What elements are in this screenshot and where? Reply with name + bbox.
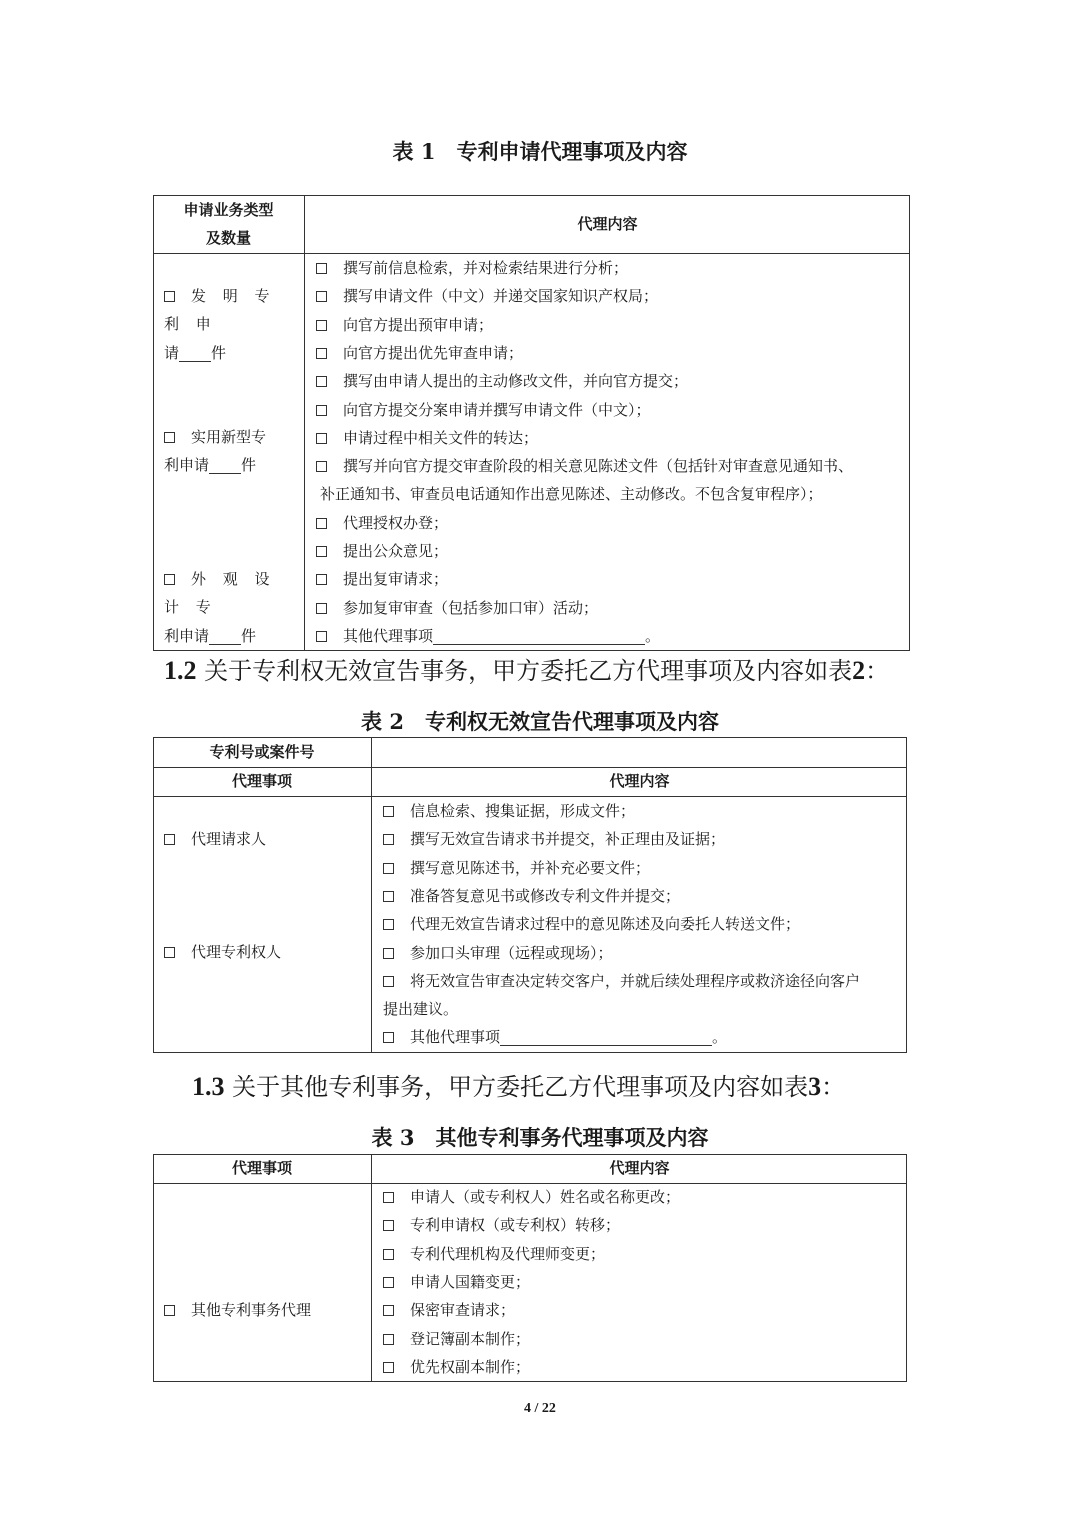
table1-col2-header: 代理内容	[577, 215, 638, 233]
category-label: 外 观 设 计 专	[164, 570, 276, 617]
agency-item[interactable]	[383, 1296, 515, 1324]
other-blank[interactable]	[500, 1027, 712, 1046]
section-1-2-heading	[164, 655, 889, 687]
table1-title: 表 1 专利申请代理事项及内容	[392, 139, 688, 164]
agency-item[interactable]	[316, 509, 448, 537]
checkbox[interactable]	[164, 574, 175, 585]
agency-item[interactable]	[383, 1240, 605, 1268]
agency-item-label: 撰写前信息检索，并对检索结果进行分析；	[343, 259, 629, 277]
checkbox[interactable]	[383, 863, 394, 874]
agency-item[interactable]	[316, 537, 448, 565]
section-number: 1.2	[164, 656, 197, 685]
agency-item[interactable]	[316, 396, 651, 424]
checkbox[interactable]	[316, 263, 327, 274]
checkbox[interactable]	[316, 433, 327, 444]
table1-col1-header	[153, 196, 304, 252]
section-text: 关于专利权无效宣告事务，甲方委托乙方代理事项及内容如表	[204, 657, 853, 685]
agency-item-label: 撰写意见陈述书，并补充必要文件；	[410, 858, 651, 877]
table2-col2-header: 代理内容	[609, 772, 670, 790]
agency-item-label: 将无效宣告审查决定转交客户，并就后续处理程序或救济途径向客户	[410, 971, 861, 990]
table2-col1-header: 代理事项	[231, 772, 292, 790]
agency-item[interactable]	[316, 367, 688, 395]
agency-item[interactable]	[316, 565, 448, 593]
agency-item-label: 信息检索、搜集证据，形成文件；	[410, 802, 636, 820]
checkbox[interactable]	[164, 291, 175, 302]
agency-item-label: 撰写申请文件（中文）并递交国家知识产权局；	[343, 287, 659, 306]
table2-patent-number-label: 专利号或案件号	[209, 743, 315, 761]
agency-item-label: 代理无效宣告请求过程中的意见陈述及向委托人转送文件；	[410, 915, 801, 934]
table-ref: 2	[852, 656, 866, 685]
checkbox[interactable]	[316, 518, 327, 529]
agency-item-label: 向官方提出预审申请；	[343, 315, 494, 334]
checkbox[interactable]	[383, 976, 394, 987]
table3-col1-header: 代理事项	[231, 1159, 292, 1177]
agency-item-label: 代理授权办登；	[343, 513, 449, 532]
agency-item-label: 申请过程中相关文件的转达；	[343, 428, 539, 447]
category-label-prefix: 利申请	[164, 626, 210, 645]
count-blank[interactable]	[209, 455, 241, 474]
page-number: 4 / 22	[524, 1401, 556, 1416]
table1-col1-header-line2: 及数量	[205, 229, 251, 247]
agency-item-label: 申请人国籍变更；	[410, 1272, 531, 1291]
count-blank[interactable]	[179, 343, 211, 362]
section-end: ：	[821, 1073, 846, 1101]
option-patentee[interactable]	[164, 938, 281, 966]
agency-item-label: 提出复审请求；	[343, 570, 449, 589]
checkbox[interactable]	[383, 948, 394, 959]
category-label-prefix: 请	[164, 343, 180, 362]
table2-title: 表 2 专利权无效宣告代理事项及内容	[361, 709, 719, 734]
checkbox[interactable]	[383, 1249, 394, 1260]
agency-item-label: 优先权副本制作；	[410, 1357, 531, 1376]
agency-item-label: 其他代理事项	[410, 1028, 501, 1047]
agency-item[interactable]	[316, 452, 853, 480]
category-label: 实用新型专	[191, 428, 267, 446]
checkbox[interactable]	[383, 891, 394, 902]
agency-item-label: 申请人（或专利权人）姓名或名称更改；	[410, 1188, 681, 1206]
other-blank[interactable]	[433, 626, 645, 645]
agency-item-label: 撰写无效宣告请求书并提交，补正理由及证据；	[410, 830, 726, 849]
checkbox[interactable]	[383, 1305, 394, 1316]
checkbox[interactable]	[164, 834, 175, 845]
option-requester[interactable]	[164, 825, 266, 853]
category-label-prefix: 利申请	[164, 456, 210, 475]
agency-item-label: 专利代理机构及代理师变更；	[410, 1244, 606, 1263]
checkbox[interactable]	[383, 806, 394, 817]
agency-item[interactable]	[316, 311, 493, 339]
agency-item[interactable]	[383, 1183, 680, 1211]
table-ref: 3	[808, 1072, 822, 1101]
category-label: 发 明 专 利 申	[164, 287, 276, 334]
agency-item[interactable]	[316, 282, 658, 310]
agency-item[interactable]	[383, 939, 613, 967]
category-label-suffix: 件	[241, 456, 257, 475]
table3-divider	[371, 1154, 372, 1382]
option-label: 代理专利权人	[191, 943, 282, 961]
checkbox[interactable]	[383, 1220, 394, 1231]
table3-title: 表 3 其他专利事务代理事项及内容	[371, 1125, 709, 1150]
agency-item-label: 撰写由申请人提出的主动修改文件，并向官方提交；	[343, 372, 689, 391]
agency-item-continuation	[383, 995, 458, 1023]
agency-item-other[interactable]	[383, 1023, 727, 1051]
agency-item[interactable]	[383, 825, 725, 853]
category-label-suffix: 件	[241, 626, 257, 645]
checkbox[interactable]	[316, 348, 327, 359]
agency-item[interactable]	[383, 1353, 530, 1381]
checkbox[interactable]	[383, 1277, 394, 1288]
agency-item-other[interactable]	[316, 622, 660, 650]
category-label-suffix: 件	[211, 343, 227, 362]
table1-divider	[304, 195, 305, 651]
checkbox[interactable]	[383, 1192, 394, 1203]
checkbox[interactable]	[383, 1362, 394, 1373]
section-1-3-heading	[192, 1071, 845, 1103]
option-other-patent-affairs[interactable]	[164, 1296, 311, 1324]
agency-item[interactable]	[383, 797, 635, 825]
count-blank[interactable]	[209, 626, 241, 645]
agency-item-label: 参加口头审理（远程或现场）；	[410, 943, 613, 962]
category-invention[interactable]	[164, 282, 299, 367]
period: 。	[645, 626, 661, 645]
agency-item[interactable]	[383, 1325, 530, 1353]
checkbox[interactable]	[383, 1334, 394, 1345]
checkbox[interactable]	[164, 1305, 175, 1316]
agency-item-label: 其他代理事项	[343, 626, 434, 645]
agency-item[interactable]	[383, 1268, 530, 1296]
checkbox[interactable]	[316, 631, 327, 642]
agency-item-label: 提出公众意见；	[343, 542, 449, 560]
agency-item[interactable]	[383, 854, 650, 882]
checkbox[interactable]	[383, 834, 394, 845]
option-label: 代理请求人	[191, 830, 267, 848]
agency-item[interactable]	[316, 254, 628, 282]
category-utility[interactable]	[164, 423, 299, 480]
agency-item-label: 撰写并向官方提交审查阶段的相关意见陈述文件（包括针对审查意见通知书、	[343, 457, 854, 476]
agency-item-label: 向官方提出优先审查申请；	[343, 343, 524, 362]
agency-item[interactable]	[383, 1211, 620, 1239]
agency-item[interactable]	[383, 882, 680, 910]
agency-item-label: 补正通知书、审查员电话通知作出意见陈述、主动修改。不包含复审程序）；	[320, 485, 823, 504]
checkbox[interactable]	[316, 574, 327, 585]
category-design[interactable]	[164, 565, 299, 650]
checkbox[interactable]	[164, 947, 175, 958]
agency-item-label: 参加复审审查（包括参加口审）活动；	[343, 598, 599, 617]
checkbox[interactable]	[316, 546, 327, 557]
table1-col1-header-line1: 申请业务类型	[183, 201, 274, 219]
agency-item[interactable]	[316, 594, 598, 622]
checkbox[interactable]	[316, 376, 327, 387]
agency-item[interactable]	[316, 424, 538, 452]
checkbox[interactable]	[383, 919, 394, 930]
checkbox[interactable]	[316, 291, 327, 302]
checkbox[interactable]	[316, 320, 327, 331]
checkbox[interactable]	[164, 432, 175, 443]
agency-item-label: 登记簿副本制作；	[410, 1329, 531, 1348]
option-label: 其他专利事务代理	[191, 1301, 312, 1319]
section-number: 1.3	[192, 1072, 225, 1101]
section-text: 关于其他专利事务，甲方委托乙方代理事项及内容如表	[232, 1073, 809, 1101]
section-end: ：	[865, 657, 890, 685]
table3-col2-header: 代理内容	[609, 1159, 670, 1177]
agency-item-label: 保密审查请求；	[410, 1301, 516, 1320]
checkbox[interactable]	[316, 461, 327, 472]
checkbox[interactable]	[383, 1032, 394, 1043]
checkbox[interactable]	[316, 405, 327, 416]
agency-item-label: 提出建议。	[383, 1000, 459, 1019]
agency-item[interactable]	[383, 967, 860, 995]
checkbox[interactable]	[316, 603, 327, 614]
period: 。	[712, 1028, 728, 1047]
agency-item[interactable]	[383, 910, 800, 938]
agency-item-continuation	[320, 480, 823, 508]
agency-item-label: 向官方提交分案申请并撰写申请文件（中文）；	[343, 400, 651, 419]
agency-item[interactable]	[316, 339, 523, 367]
agency-item-label: 专利申请权（或专利权）转移；	[410, 1216, 621, 1235]
agency-item-label: 准备答复意见书或修改专利文件并提交；	[410, 886, 681, 905]
